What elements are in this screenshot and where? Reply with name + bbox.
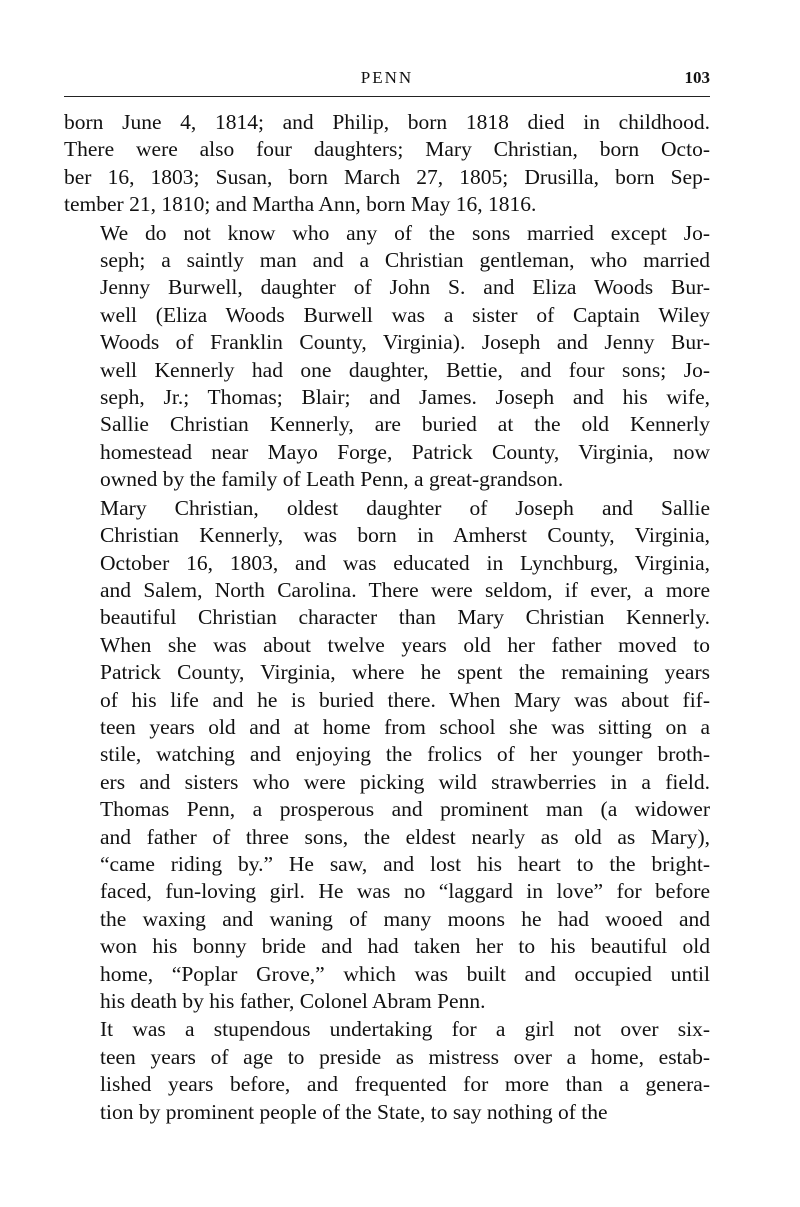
text-line: It was a stupendous undertaking for a girl not over six- (100, 1017, 710, 1042)
text-line: Jenny Burwell, daughter of John S. and Eliza Woods Bur- (100, 275, 710, 300)
text-line: and father of three sons, the eldest nearly as old as Mary), (100, 824, 710, 849)
text-line: Christian Kennerly, was born in Amherst County, Virginia, (100, 523, 710, 548)
paragraph (64, 1016, 710, 1126)
book-page (64, 62, 710, 1127)
text-line: lished years before, and frequented for more than a genera- (100, 1072, 710, 1097)
text-line: stile, watching and enjoying the frolics of her younger broth- (100, 742, 710, 767)
text-line: teen years of age to preside as mistress over a home, estab- (100, 1044, 710, 1069)
paragraph (64, 220, 710, 494)
text-line: the waxing and waning of many moons he had wooed and (100, 906, 710, 931)
page-number: 103 (684, 68, 710, 87)
text-line: Mary Christian, oldest daughter of Joseph and Sallie (100, 495, 710, 520)
text-line: Woods of Franklin County, Virginia). Joseph and Jenny Bur- (100, 330, 710, 355)
text-line: teen years old and at home from school she was sitting on a (100, 714, 710, 739)
text-line: homestead near Mayo Forge, Patrick County, Virginia, now (100, 439, 710, 464)
text-line: When she was about twelve years old her father moved to (100, 632, 710, 657)
text-line: Sallie Christian Kennerly, are buried at the old Kennerly (100, 412, 710, 437)
running-head-title: PENN (360, 68, 414, 87)
text-line: ers and sisters who were picking wild strawberries in a field. (100, 769, 710, 794)
text-line: October 16, 1803, and was educated in Lynchburg, Virginia, (100, 550, 710, 575)
text-line: won his bonny bride and had taken her to his beautiful old (100, 934, 710, 959)
text-line: seph; a saintly man and a Christian gentleman, who married (100, 248, 710, 273)
text-line: and Salem, North Carolina. There were seldom, if ever, a more (100, 577, 710, 602)
text-line: of his life and he is buried there. When Mary was about fif- (100, 687, 710, 712)
text-line: Thomas Penn, a prosperous and prominent man (a widower (100, 797, 710, 822)
text-line: beautiful Christian character than Mary Christian Kennerly. (100, 605, 710, 630)
text-line: owned by the family of Leath Penn, a great-grandson. (100, 467, 564, 492)
text-line: “came riding by.” He saw, and lost his heart to the bright- (100, 851, 710, 876)
text-line: tember 21, 1810; and Martha Ann, born May 16, 1816. (64, 192, 537, 217)
text-line: home, “Poplar Grove,” which was built and occupied until (100, 961, 710, 986)
text-line: Patrick County, Virginia, where he spent the remaining years (100, 660, 710, 685)
body-text (64, 109, 710, 1126)
running-head (64, 62, 710, 97)
text-line: seph, Jr.; Thomas; Blair; and James. Joseph and his wife, (100, 385, 710, 410)
text-line: tion by prominent people of the State, to say nothing of the (100, 1099, 608, 1124)
text-line: ber 16, 1803; Susan, born March 27, 1805; Drusilla, born Sep- (64, 164, 710, 189)
text-line: We do not know who any of the sons married except Jo- (100, 220, 710, 245)
text-line: born June 4, 1814; and Philip, born 1818 died in childhood. (64, 110, 710, 134)
paragraph (64, 495, 710, 1016)
text-line: There were also four daughters; Mary Christian, born Octo- (64, 137, 710, 162)
text-line: his death by his father, Colonel Abram Penn. (100, 989, 486, 1013)
text-line: well Kennerly had one daughter, Bettie, and four sons; Jo- (100, 357, 710, 382)
text-line: faced, fun-loving girl. He was no “laggard in love” for before (100, 879, 710, 904)
paragraph (64, 109, 710, 219)
text-line: well (Eliza Woods Burwell was a sister of Captain Wiley (100, 302, 710, 327)
